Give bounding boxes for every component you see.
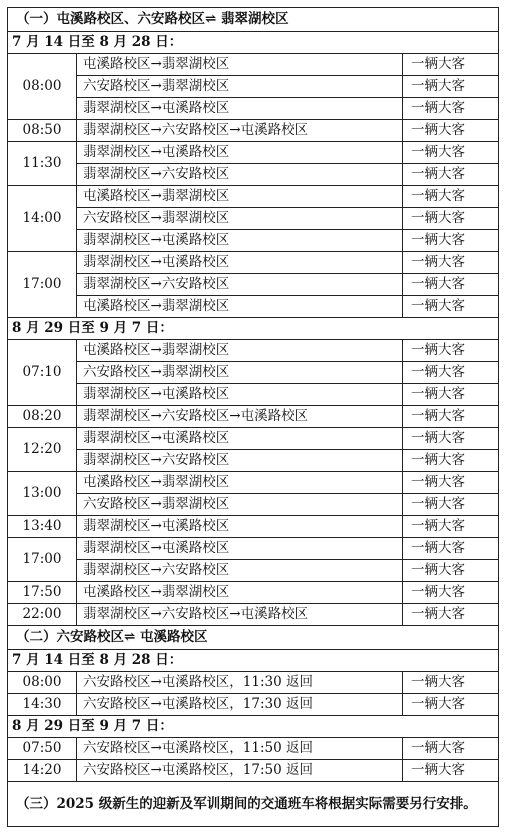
table-row	[8, 560, 499, 582]
vehicle-cell: 一辆大客	[403, 54, 499, 76]
note-row	[8, 782, 499, 827]
route-cell: 翡翠湖校区→六安路校区	[77, 560, 403, 582]
route-cell: 翡翠湖校区→屯溪路校区	[77, 142, 403, 164]
route-cell: 屯溪路校区→翡翠湖校区	[77, 582, 403, 604]
vehicle-cell: 一辆大客	[403, 362, 499, 384]
table-row	[8, 230, 499, 252]
table-row	[8, 672, 499, 694]
route-cell: 屯溪路校区→翡翠湖校区	[77, 296, 403, 318]
route-cell: 翡翠湖校区→六安路校区→屯溪路校区	[77, 604, 403, 626]
table-row	[8, 120, 499, 142]
table-row	[8, 494, 499, 516]
vehicle-cell: 一辆大客	[403, 760, 499, 782]
table-row	[8, 142, 499, 164]
route-cell: 六安路校区→翡翠湖校区	[77, 208, 403, 230]
section-header-row	[8, 626, 499, 650]
table-row	[8, 760, 499, 782]
departure-time: 17:00	[8, 252, 77, 318]
table-row	[8, 362, 499, 384]
departure-time: 07:50	[8, 738, 77, 760]
section-header-row	[8, 8, 499, 32]
table-row	[8, 164, 499, 186]
route-cell: 翡翠湖校区→六安路校区	[77, 450, 403, 472]
route-cell: 屯溪路校区→翡翠湖校区	[77, 340, 403, 362]
period-label: 7 月 14 日至 8 月 28 日：	[8, 32, 499, 54]
route-cell: 翡翠湖校区→六安路校区	[77, 164, 403, 186]
vehicle-cell: 一辆大客	[403, 164, 499, 186]
departure-time: 14:20	[8, 760, 77, 782]
route-cell: 翡翠湖校区→六安路校区→屯溪路校区	[77, 406, 403, 428]
route-cell: 六安路校区→翡翠湖校区	[77, 362, 403, 384]
departure-time: 08:50	[8, 120, 77, 142]
table-row	[8, 76, 499, 98]
table-row	[8, 582, 499, 604]
table-row	[8, 274, 499, 296]
period-row	[8, 650, 499, 672]
vehicle-cell: 一辆大客	[403, 450, 499, 472]
table-row	[8, 252, 499, 274]
vehicle-cell: 一辆大客	[403, 340, 499, 362]
departure-time: 07:10	[8, 340, 77, 406]
table-row	[8, 384, 499, 406]
route-cell: 屯溪路校区→翡翠湖校区	[77, 54, 403, 76]
departure-time: 14:00	[8, 186, 77, 252]
table-row	[8, 472, 499, 494]
departure-time: 13:00	[8, 472, 77, 516]
departure-time: 08:00	[8, 54, 77, 120]
route-cell: 翡翠湖校区→六安路校区→屯溪路校区	[77, 120, 403, 142]
vehicle-cell: 一辆大客	[403, 186, 499, 208]
vehicle-cell: 一辆大客	[403, 208, 499, 230]
table-row	[8, 428, 499, 450]
vehicle-cell: 一辆大客	[403, 142, 499, 164]
vehicle-cell: 一辆大客	[403, 582, 499, 604]
footnote: （三）2025 级新生的迎新及军训期间的交通班车将根据实际需要另行安排。	[8, 782, 499, 827]
table-row	[8, 604, 499, 626]
vehicle-cell: 一辆大客	[403, 428, 499, 450]
route-cell: 翡翠湖校区→屯溪路校区	[77, 230, 403, 252]
route-cell: 六安路校区→翡翠湖校区	[77, 494, 403, 516]
vehicle-cell: 一辆大客	[403, 494, 499, 516]
departure-time: 12:20	[8, 428, 77, 472]
departure-time: 13:40	[8, 516, 77, 538]
route-cell: 屯溪路校区→翡翠湖校区	[77, 472, 403, 494]
table-row	[8, 738, 499, 760]
departure-time: 22:00	[8, 604, 77, 626]
vehicle-cell: 一辆大客	[403, 738, 499, 760]
route-cell: 翡翠湖校区→屯溪路校区	[77, 252, 403, 274]
shuttle-schedule	[7, 7, 498, 827]
vehicle-cell: 一辆大客	[403, 604, 499, 626]
period-label: 8 月 29 日至 9 月 7 日：	[8, 716, 499, 738]
vehicle-cell: 一辆大客	[403, 560, 499, 582]
route-cell: 翡翠湖校区→六安路校区	[77, 274, 403, 296]
period-row	[8, 716, 499, 738]
period-label: 8 月 29 日至 9 月 7 日：	[8, 318, 499, 340]
vehicle-cell: 一辆大客	[403, 274, 499, 296]
period-label: 7 月 14 日至 8 月 28 日：	[8, 650, 499, 672]
vehicle-cell: 一辆大客	[403, 516, 499, 538]
route-cell: 六安路校区→翡翠湖校区	[77, 76, 403, 98]
vehicle-cell: 一辆大客	[403, 98, 499, 120]
vehicle-cell: 一辆大客	[403, 694, 499, 716]
departure-time: 08:00	[8, 672, 77, 694]
table-row	[8, 450, 499, 472]
route-cell: 六安路校区→屯溪路校区，17:50 返回	[77, 760, 403, 782]
departure-time: 17:50	[8, 582, 77, 604]
table-row	[8, 406, 499, 428]
vehicle-cell: 一辆大客	[403, 472, 499, 494]
table-row	[8, 186, 499, 208]
route-cell: 翡翠湖校区→屯溪路校区	[77, 384, 403, 406]
table-row	[8, 208, 499, 230]
schedule-table	[7, 7, 499, 827]
departure-time: 11:30	[8, 142, 77, 186]
route-cell: 六安路校区→屯溪路校区，17:30 返回	[77, 694, 403, 716]
departure-time: 14:30	[8, 694, 77, 716]
route-cell: 六安路校区→屯溪路校区，11:50 返回	[77, 738, 403, 760]
table-row	[8, 340, 499, 362]
route-cell: 六安路校区→屯溪路校区，11:30 返回	[77, 672, 403, 694]
route-cell: 翡翠湖校区→屯溪路校区	[77, 516, 403, 538]
period-row	[8, 32, 499, 54]
route-cell: 翡翠湖校区→屯溪路校区	[77, 428, 403, 450]
vehicle-cell: 一辆大客	[403, 384, 499, 406]
section-title: （一）屯溪路校区、六安路校区⇌ 翡翠湖校区	[8, 8, 499, 32]
vehicle-cell: 一辆大客	[403, 406, 499, 428]
route-cell: 屯溪路校区→翡翠湖校区	[77, 186, 403, 208]
route-cell: 翡翠湖校区→屯溪路校区	[77, 98, 403, 120]
route-cell: 翡翠湖校区→屯溪路校区	[77, 538, 403, 560]
vehicle-cell: 一辆大客	[403, 252, 499, 274]
vehicle-cell: 一辆大客	[403, 120, 499, 142]
vehicle-cell: 一辆大客	[403, 230, 499, 252]
vehicle-cell: 一辆大客	[403, 672, 499, 694]
period-row	[8, 318, 499, 340]
table-row	[8, 538, 499, 560]
table-row	[8, 54, 499, 76]
table-row	[8, 516, 499, 538]
departure-time: 08:20	[8, 406, 77, 428]
departure-time: 17:00	[8, 538, 77, 582]
vehicle-cell: 一辆大客	[403, 76, 499, 98]
section-title: （二）六安路校区⇌ 屯溪路校区	[8, 626, 499, 650]
vehicle-cell: 一辆大客	[403, 538, 499, 560]
table-row	[8, 98, 499, 120]
vehicle-cell: 一辆大客	[403, 296, 499, 318]
table-row	[8, 694, 499, 716]
table-row	[8, 296, 499, 318]
